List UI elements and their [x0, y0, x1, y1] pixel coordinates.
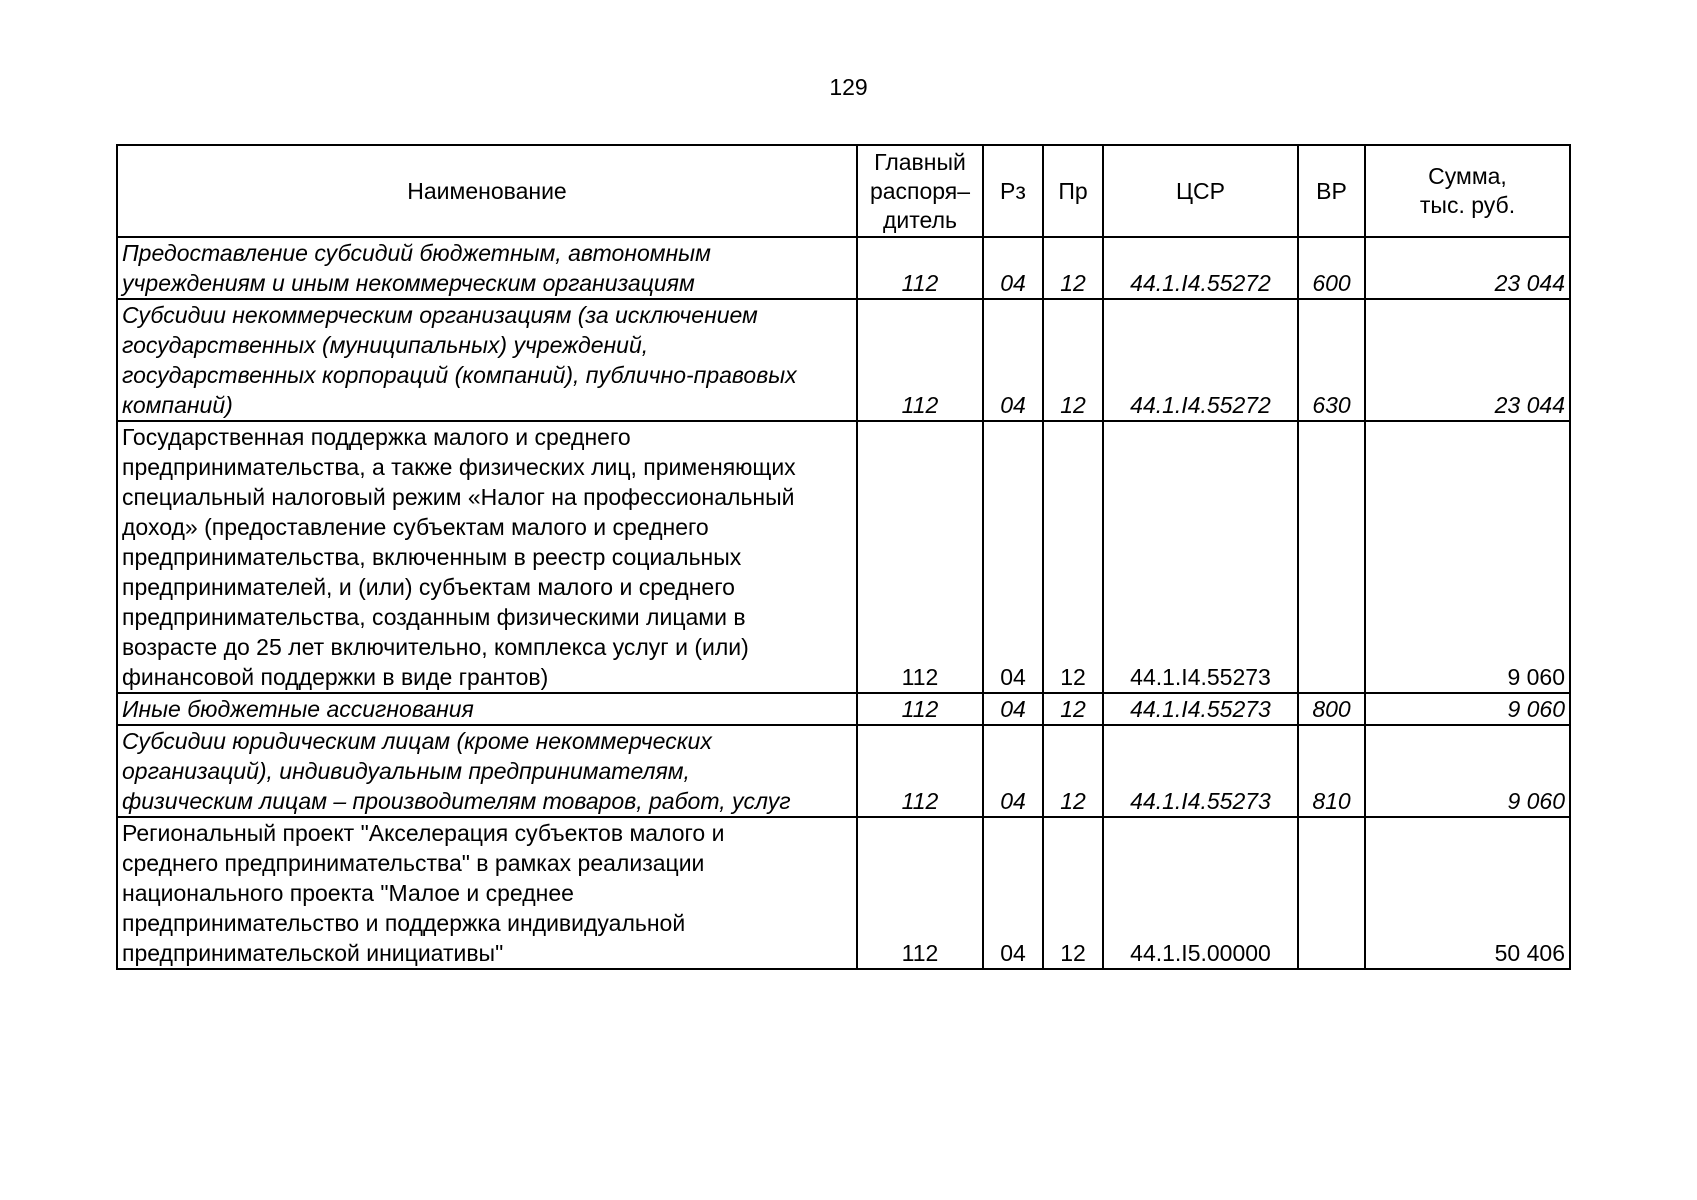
cell-rz: 04	[983, 299, 1043, 421]
cell-csr: 44.1.I4.55273	[1103, 693, 1298, 725]
cell-name: Субсидии юридическим лицам (кроме некоммерческих организаций), индивидуальным предпринимателям, физическим лицам – производителям товаров, работ, услуг	[117, 725, 857, 817]
header-vr: ВР	[1298, 145, 1365, 237]
cell-name: Иные бюджетные ассигнования	[117, 693, 857, 725]
cell-csr: 44.1.I4.55273	[1103, 725, 1298, 817]
cell-name: Региональный проект "Акселерация субъектов малого и среднего предпринимательства" в рамках реализации национального проекта "Малое и среднее предпринимательство и поддержка индивидуальной предпринимательской инициативы"	[117, 817, 857, 969]
cell-main-manager: 112	[857, 817, 983, 969]
table-body	[117, 237, 1570, 969]
cell-csr: 44.1.I4.55272	[1103, 237, 1298, 299]
cell-vr	[1298, 421, 1365, 693]
header-main-manager: Главный распоря– дитель	[857, 145, 983, 237]
cell-sum: 9 060	[1365, 693, 1570, 725]
header-name: Наименование	[117, 145, 857, 237]
cell-sum: 50 406	[1365, 817, 1570, 969]
table-header-row	[117, 145, 1570, 237]
cell-pr: 12	[1043, 237, 1103, 299]
cell-csr: 44.1.I5.00000	[1103, 817, 1298, 969]
cell-pr: 12	[1043, 299, 1103, 421]
cell-main-manager: 112	[857, 725, 983, 817]
cell-main-manager: 112	[857, 237, 983, 299]
cell-sum: 9 060	[1365, 421, 1570, 693]
budget-table	[116, 144, 1571, 970]
header-csr: ЦСР	[1103, 145, 1298, 237]
cell-rz: 04	[983, 693, 1043, 725]
cell-rz: 04	[983, 725, 1043, 817]
cell-main-manager: 112	[857, 421, 983, 693]
cell-vr: 630	[1298, 299, 1365, 421]
table-row	[117, 817, 1570, 969]
table-row	[117, 725, 1570, 817]
cell-sum: 9 060	[1365, 725, 1570, 817]
cell-rz: 04	[983, 237, 1043, 299]
header-rz: Рз	[983, 145, 1043, 237]
cell-main-manager: 112	[857, 693, 983, 725]
cell-csr: 44.1.I4.55273	[1103, 421, 1298, 693]
cell-pr: 12	[1043, 817, 1103, 969]
cell-name: Предоставление субсидий бюджетным, автономным учреждениям и иным некоммерческим организациям	[117, 237, 857, 299]
cell-name: Государственная поддержка малого и среднего предпринимательства, а также физических лиц, применяющих специальный налоговый режим «Налог на профессиональный доход» (предоставление субъектам малого и среднего предпринимательства, включенным в реестр социальных предпринимателей, и (или) субъектам малого и среднего предпринимательства, созданным физическими лицами в возрасте до 25 лет включительно, комплекса услуг и (или) финансовой поддержки в виде грантов)	[117, 421, 857, 693]
cell-csr: 44.1.I4.55272	[1103, 299, 1298, 421]
cell-rz: 04	[983, 817, 1043, 969]
header-pr: Пр	[1043, 145, 1103, 237]
cell-name: Субсидии некоммерческим организациям (за исключением государственных (муниципальных) учреждений, государственных корпораций (компаний), публично-правовых компаний)	[117, 299, 857, 421]
cell-pr: 12	[1043, 421, 1103, 693]
cell-vr: 810	[1298, 725, 1365, 817]
cell-main-manager: 112	[857, 299, 983, 421]
cell-pr: 12	[1043, 725, 1103, 817]
cell-vr: 600	[1298, 237, 1365, 299]
table-row	[117, 299, 1570, 421]
cell-rz: 04	[983, 421, 1043, 693]
table-row	[117, 421, 1570, 693]
cell-sum: 23 044	[1365, 299, 1570, 421]
table-row	[117, 237, 1570, 299]
cell-vr: 800	[1298, 693, 1365, 725]
table-row	[117, 693, 1570, 725]
header-sum: Сумма, тыс. руб.	[1365, 145, 1570, 237]
cell-vr	[1298, 817, 1365, 969]
cell-sum: 23 044	[1365, 237, 1570, 299]
page-number: 129	[829, 74, 868, 100]
cell-pr: 12	[1043, 693, 1103, 725]
